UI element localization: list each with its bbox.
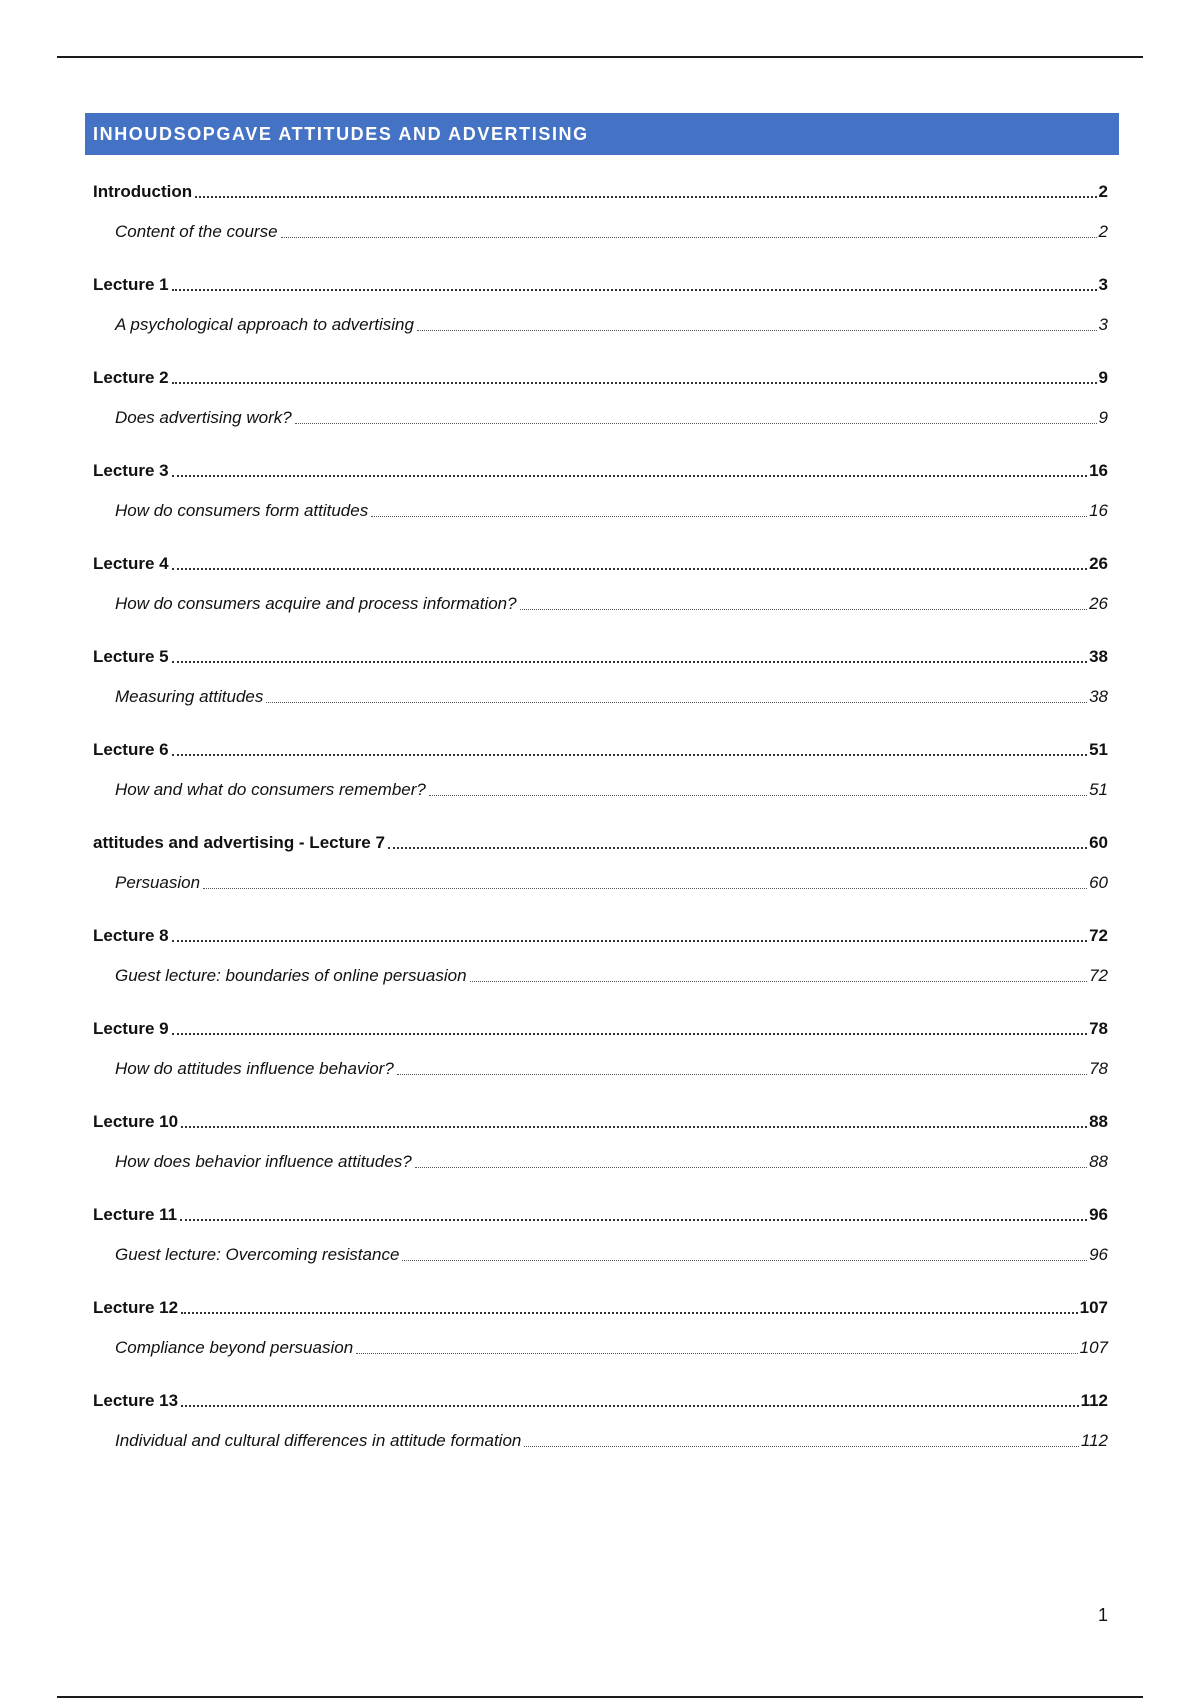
dot-leader [180, 1219, 1087, 1221]
dot-leader [266, 702, 1087, 703]
toc-entry[interactable] [93, 271, 1108, 299]
toc-subentry-title: Persuasion [115, 873, 201, 892]
toc-entry-title: Lecture 13 [93, 1391, 179, 1410]
toc-subentry-title: How do attitudes influence behavior? [115, 1059, 394, 1078]
toc-subentry[interactable] [115, 869, 1108, 897]
toc-subentry-page: 16 [1089, 501, 1108, 520]
toc-entry-title: Lecture 10 [93, 1112, 179, 1131]
toc-entry-page: 3 [1098, 275, 1108, 294]
toc-subentry-page: 26 [1089, 594, 1108, 613]
toc-subentry-page: 2 [1098, 222, 1108, 241]
toc-entry-title: Lecture 11 [93, 1205, 178, 1224]
dot-leader [172, 940, 1087, 942]
toc-subentry-title: Does advertising work? [115, 408, 292, 427]
dot-leader [181, 1405, 1079, 1407]
dot-leader [172, 475, 1087, 477]
toc-subentry-page: 96 [1089, 1245, 1108, 1264]
dot-leader [429, 795, 1087, 796]
toc-entry-title: Lecture 9 [93, 1019, 169, 1038]
toc-entry[interactable] [93, 829, 1108, 857]
toc-heading: INHOUDSOPGAVE ATTITUDES AND ADVERTISING [85, 113, 1119, 155]
toc-entry-page: 88 [1089, 1112, 1108, 1131]
dot-leader [172, 754, 1087, 756]
dot-leader [356, 1353, 1077, 1354]
toc-entry-page: 96 [1089, 1205, 1108, 1224]
toc-subentry[interactable] [115, 311, 1108, 339]
toc-entry[interactable] [93, 643, 1108, 671]
dot-leader [295, 423, 1097, 424]
toc-group [85, 736, 1108, 829]
toc-entry[interactable] [93, 364, 1108, 392]
toc-group [85, 364, 1108, 457]
toc-subentry-title: A psychological approach to advertising [115, 315, 414, 334]
toc-entry-title: Lecture 2 [93, 368, 169, 387]
toc-entry-title: Lecture 12 [93, 1298, 179, 1317]
toc-subentry-title: How and what do consumers remember? [115, 780, 426, 799]
toc-subentry-page: 88 [1089, 1152, 1108, 1171]
toc-entry-title: Lecture 8 [93, 926, 169, 945]
toc-group [85, 178, 1108, 271]
toc-subentry[interactable] [115, 218, 1108, 246]
toc-entry-title: Lecture 3 [93, 461, 169, 480]
toc-subentry[interactable] [115, 590, 1108, 618]
toc-subentry-page: 72 [1089, 966, 1108, 985]
toc-subentry[interactable] [115, 683, 1108, 711]
dot-leader [397, 1074, 1087, 1075]
toc-entry-page: 107 [1079, 1298, 1108, 1317]
dot-leader [520, 609, 1087, 610]
toc-subentry[interactable] [115, 1427, 1108, 1455]
toc-entry[interactable] [93, 1201, 1108, 1229]
toc-entry[interactable] [93, 736, 1108, 764]
toc-entry[interactable] [93, 1387, 1108, 1415]
toc-subentry-title: How does behavior influence attitudes? [115, 1152, 412, 1171]
toc-entry-page: 16 [1089, 461, 1108, 480]
toc-subentry-page: 51 [1089, 780, 1108, 799]
toc-subentry-title: Measuring attitudes [115, 687, 264, 706]
toc-group [85, 1201, 1108, 1294]
toc-subentry-page: 112 [1080, 1431, 1108, 1450]
dot-leader [172, 661, 1087, 663]
toc-subentry-title: How do consumers form attitudes [115, 501, 369, 520]
top-rule [57, 56, 1143, 58]
dot-leader [417, 330, 1097, 331]
toc-group [85, 643, 1108, 736]
dot-leader [172, 382, 1097, 384]
toc-group [85, 271, 1108, 364]
toc-subentry-title: Guest lecture: boundaries of online persuasion [115, 966, 467, 985]
toc-entry-title: Lecture 1 [93, 275, 169, 294]
dot-leader [172, 289, 1097, 291]
toc-group [85, 457, 1108, 550]
toc-entry-page: 72 [1089, 926, 1108, 945]
toc-entry-page: 51 [1089, 740, 1108, 759]
page-number: 1 [1098, 1605, 1109, 1625]
toc-entry-page: 60 [1089, 833, 1108, 852]
toc-subentry-title: How do consumers acquire and process information? [115, 594, 517, 613]
toc-group [85, 1108, 1108, 1201]
toc-subentry-title: Individual and cultural differences in attitude formation [115, 1431, 522, 1450]
toc-entry-title: Lecture 5 [93, 647, 169, 666]
dot-leader [402, 1260, 1087, 1261]
toc-entry[interactable] [93, 1015, 1108, 1043]
toc-subentry[interactable] [115, 1148, 1108, 1176]
toc-subentry-title: Compliance beyond persuasion [115, 1338, 354, 1357]
toc-entry-page: 112 [1080, 1391, 1108, 1410]
toc-subentry-page: 78 [1089, 1059, 1108, 1078]
toc-group [85, 1015, 1108, 1108]
toc-group [85, 1294, 1108, 1387]
toc-subentry-title: Content of the course [115, 222, 278, 241]
toc-entry[interactable] [93, 550, 1108, 578]
dot-leader [203, 888, 1087, 889]
toc-group [85, 922, 1108, 1015]
toc-entry-page: 9 [1098, 368, 1108, 387]
toc-subentry-page: 107 [1079, 1338, 1108, 1357]
dot-leader [388, 847, 1087, 849]
toc-subentry-page: 3 [1098, 315, 1108, 334]
toc-subentry-page: 38 [1089, 687, 1108, 706]
dot-leader [470, 981, 1088, 982]
toc-subentry[interactable] [115, 497, 1108, 525]
toc-subentry[interactable] [115, 1055, 1108, 1083]
toc-entry-page: 78 [1089, 1019, 1108, 1038]
toc-subentry[interactable] [115, 404, 1108, 432]
toc-subentry-title: Guest lecture: Overcoming resistance [115, 1245, 400, 1264]
toc-group [85, 550, 1108, 643]
toc-subentry[interactable] [115, 776, 1108, 804]
toc-entry-title: Lecture 4 [93, 554, 169, 573]
toc-entry-title: Lecture 6 [93, 740, 169, 759]
toc-entry[interactable] [93, 178, 1108, 206]
dot-leader [371, 516, 1087, 517]
toc-group [85, 1387, 1108, 1480]
bottom-rule [57, 1696, 1143, 1698]
table-of-contents [85, 178, 1108, 1480]
dot-leader [415, 1167, 1087, 1168]
toc-entry[interactable] [93, 922, 1108, 950]
dot-leader [172, 568, 1087, 570]
toc-entry-title: Introduction [93, 182, 193, 201]
toc-group [85, 829, 1108, 922]
dot-leader [172, 1033, 1087, 1035]
toc-entry-page: 38 [1089, 647, 1108, 666]
toc-entry[interactable] [93, 1108, 1108, 1136]
dot-leader [524, 1446, 1079, 1447]
toc-entry[interactable] [93, 457, 1108, 485]
toc-subentry-page: 9 [1098, 408, 1108, 427]
toc-subentry[interactable] [115, 1334, 1108, 1362]
dot-leader [181, 1126, 1087, 1128]
toc-entry[interactable] [93, 1294, 1108, 1322]
toc-entry-page: 2 [1098, 182, 1108, 201]
dot-leader [195, 196, 1096, 198]
dot-leader [181, 1312, 1078, 1314]
toc-entry-page: 26 [1089, 554, 1108, 573]
dot-leader [281, 237, 1097, 238]
toc-subentry[interactable] [115, 962, 1108, 990]
toc-entry-title: attitudes and advertising - Lecture 7 [93, 833, 385, 852]
toc-subentry-page: 60 [1089, 873, 1108, 892]
toc-subentry[interactable] [115, 1241, 1108, 1269]
